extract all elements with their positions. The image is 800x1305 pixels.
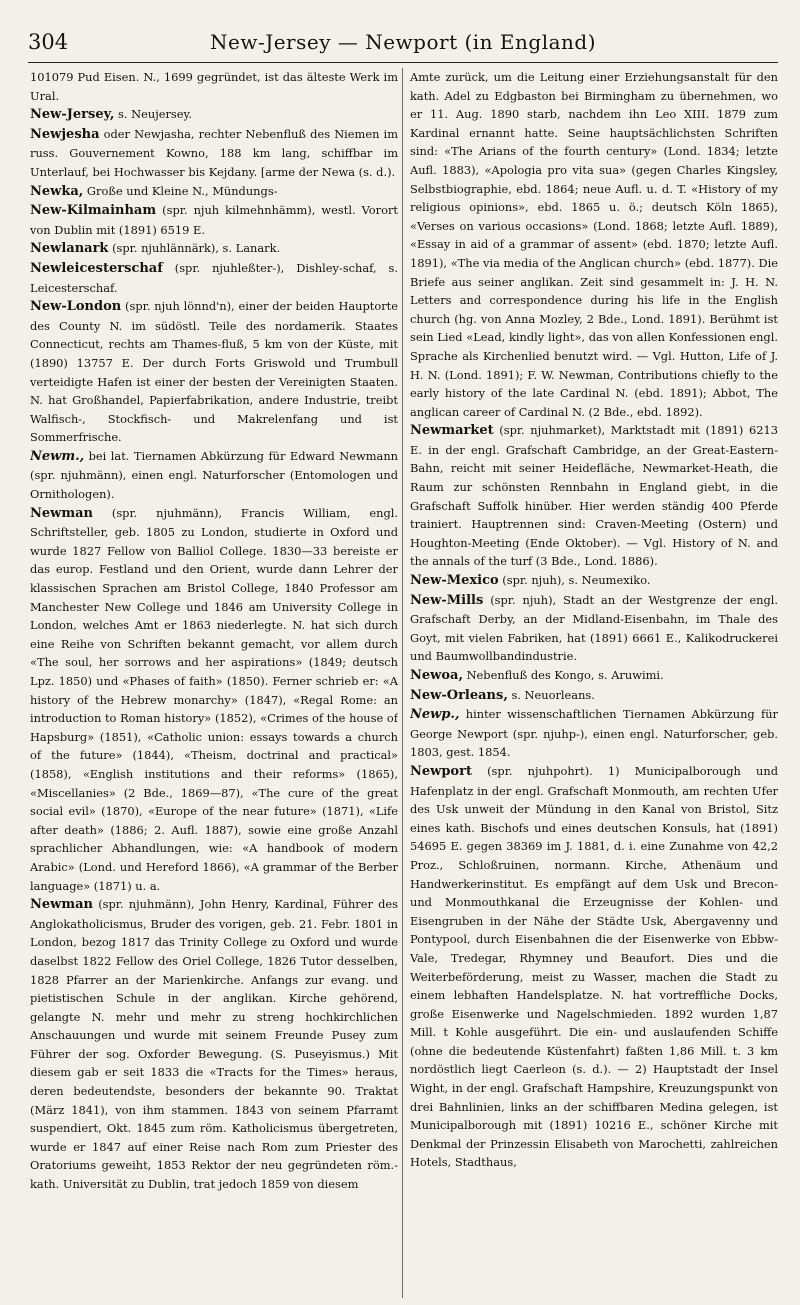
dictionary-entry [30, 125, 398, 182]
entry-headword: Newman [30, 505, 93, 521]
entry-headword: New-Mills [410, 592, 484, 608]
entry-headword: New-Kilmainham [30, 203, 157, 219]
entry-text: (spr. njuhlännärk), s. Lanark. [108, 241, 281, 256]
dictionary-entry [30, 297, 398, 447]
entry-text: 101079 Pud Eisen. N., 1699 gegründet, ist das älteste Werk im Ural. [30, 70, 398, 103]
entry-headword: Newoa, [410, 668, 463, 683]
entry-text: (spr. njuh kilmehnhämm), westl. Vorort von Dublin mit (1891) 6519 E. [30, 203, 398, 237]
dictionary-entry [30, 504, 398, 895]
entry-headword: Newjesha [30, 126, 100, 142]
entry-headword: New-Jersey, [30, 107, 115, 123]
dictionary-entry [30, 201, 398, 239]
entry-text: hinter wissenschaftlichen Tiernamen Abkürzung für George Newport (spr. njuhp-), einen engl. Naturforscher, geb. 1803, gest. 1854. [410, 707, 778, 760]
entry-text: s. Neujersey. [114, 107, 193, 122]
entry-text: (spr. njuh lönnd'n), einer der beiden Hauptorte des County N. im südöstl. Teile des nordamerik. Staates Connecticut, rechts am Thames-fluß, 5 km von der Küste, mit (1890) 13757 E. Der durch Forts Griswold und Trumbull verteidigte Hafen ist einer der besten der Vereinigten Staaten. N. hat Großhandel, Papierfabrikation, andere Industrie, treibt Walfisch-, Stockfisch- und Makrelenfang und ist Sommerfrische. [30, 299, 398, 445]
page-number: 304 [28, 30, 69, 54]
header-rule [28, 62, 778, 63]
entry-text: s. Neuorleans. [507, 687, 595, 702]
entry-headword: Newman [30, 897, 93, 913]
entry-text: (spr. njuh), s. Neumexiko. [498, 573, 651, 588]
dictionary-entry [30, 447, 398, 504]
entry-text: (spr. njuhmänn), John Henry, Kardinal, Führer des Anglokatholicismus, Bruder des vorigen, geb. 21. Febr. 1801 in London, bezog 1817 das Trinity College zu Oxford und wurde daselbst 1822 Fellow des Oriel College, 1826 Tutor desselben, 1828 Pfarrer an der Marienkirche. Anfangs zur evang. und pietistischen Schule in der anglikan. Kirche gehörend, gelangte N. mehr und mehr zu streng hochkirchlichen Anschauungen und wurde mit seinem Freunde Pusey zum Führer der sog. Oxforder Bewegung. (S. Puseyismus.) Mit diesem gab er seit 1833 die «Tracts for the Times» heraus, deren bedeutendste, besonders der bekannte 90. Traktat (März 1841), von ihm stammen. 1843 von seinem Pfarramt suspendiert, Okt. 1845 zum röm. Katholicismus übergetreten, wurde er 1847 auf einer Reise nach Rom zum Priester des Oratoriums geweiht, 1853 Rektor der neu gegründeten röm.-kath. Universität zu Dublin, trat jedoch 1859 von diesem [30, 897, 398, 1192]
entry-text: (spr. njuh), Stadt an der Westgrenze der engl. Grafschaft Derby, an der Midland-Eisenbahn, im Thale des Goyt, mit vielen Fabriken, hat (1891) 6661 E., Kalikodruckerei und Baumwollbandindustrie. [410, 592, 778, 664]
entry-headword: Newleicesterschaf [30, 260, 163, 276]
dictionary-entry [410, 68, 778, 421]
dictionary-entry [410, 591, 778, 666]
entry-text: (spr. njuhmänn), Francis William, engl. Schriftsteller, geb. 1805 zu London, studierte in Oxford und wurde 1827 Fellow von Balliol College. 1830—33 bereiste er das europ. Festland und den Orient, wurde dann Lehrer der klassischen Sprachen am Bristol College, 1840 Professor am Manchester New College und 1846 am University College in London, welches Amt er 1863 niederlegte. N. hat sich durch eine Reihe von Schriften bekannt gemacht, vor allem durch «The soul, her sorrows and her aspirations» (1849; deutsch Lpz. 1850) und «Phases of faith» (1850). Ferner schrieb er: «A history of the Hebrew monarchy» (1847), «Regal Rome: an introduction to Roman history» (1852), «Crimes of the house of Hapsburg» (1851), «Catholic union: essays towards a church of the future» (1844), «Theism, doctrinal and practical» (1858), «English institutions and their reforms» (1865), «Miscellanies» (2 Bde., 1869—87), «The cure of the great social evil» (1870), «Europe of the near future» (1871), «Life after death» (1886; 2. Aufl. 1887), sowie eine große Anzahl sprachlicher Abhandlungen, wie: «A handbook of modern Arabic» (Lond. und Hereford 1866), «A grammar of the Berber language» (1871) u. a. [30, 505, 398, 893]
entry-text: (spr. njuhmarket), Marktstadt mit (1891) 6213 E. in der engl. Grafschaft Cambridge, an der Great-Eastern-Bahn, reicht mit seiner Heidefläche, Newmarket-Heath, die Raum zur schönsten Rennbahn in England giebt, in die Grafschaft Suffolk hinüber. Hier werden ständig 400 Pferde trainiert. Hauptrennen sind: Craven-Meeting (Ostern) und Houghton-Meeting (Ende Oktober). — Vgl. History of N. and the annals of the turf (3 Bde., Lond. 1886). [410, 423, 778, 569]
entry-headword: New-London [30, 299, 122, 315]
entry-text: (spr. njuhpohrt). 1) Municipalborough und Hafenplatz in der engl. Grafschaft Monmouth, am rechten Ufer des Usk unweit der Mündung in den Kanal von Bristol, Sitz eines kath. Bischofs und eines deutschen Konsuls, hat (1891) 54695 E. gegen 38369 im J. 1881, d. i. eine Zunahme von 42,2 Proz., Schloßruinen, normann. Kirche, Athenäum und Handwerkerinstitut. Es empfängt auf dem Usk und Brecon- und Monmouthkanal die Erzeugnisse der Kohlen- und Eisengruben in der Nähe der Städte Usk, Abergavenny und Pontypool, durch Eisenbahnen die der Eisenwerke von Ebbw-Vale, Tredegar, Rhymney und Beaufort. Dies und die Weiterbeförderung, meist zu Wasser, machen die Stadt zu einem lebhaften Handelsplatze. N. hat vortreffliche Docks, große Eisenwerke und Nagelschmieden. 1892 wurden 1,87 Mill. t Kohle ausgeführt. Die ein- und auslaufenden Schiffe (ohne die bedeutende Küstenfahrt) faßten 1,86 Mill. t. 3 km nordöstlich liegt Caerleon (s. d.). — 2) Hauptstadt der Insel Wight, in der engl. Grafschaft Hampshire, Kreuzungspunkt von drei Bahnlinien, links an der schiffbaren Medina gelegen, ist Municipalborough mit (1891) 10216 E., schöner Kirche mit Denkmal der Prinzessin Elisabeth von Marochetti, zahlreichen Hotels, Stadthaus, [410, 763, 778, 1170]
entry-headword: Newp., [410, 707, 460, 723]
dictionary-entry [410, 762, 778, 1172]
dictionary-entry [410, 571, 778, 591]
right-column [410, 68, 778, 1296]
dictionary-entry [410, 421, 778, 571]
dictionary-entry [30, 105, 398, 125]
entry-headword: Newka, [30, 183, 84, 199]
entry-text: Nebenfluß des Kongo, s. Aruwimi. [462, 668, 664, 682]
dictionary-entry [30, 895, 398, 1194]
column-divider [402, 68, 403, 1298]
dictionary-entry [410, 686, 778, 706]
entry-headword: Newmarket [410, 423, 494, 439]
entry-headword: New-Mexico [410, 573, 499, 589]
dictionary-entry [30, 68, 398, 105]
left-column [30, 68, 398, 1296]
page-header [28, 26, 778, 58]
running-head: New-Jersey — Newport (in England) [209, 30, 597, 54]
entry-headword: Newport [410, 763, 472, 779]
entry-text: bei lat. Tiernamen Abkürzung für Edward Newmann (spr. njuhmänn), einen engl. Naturforscher (Entomologen und Ornithologen). [30, 448, 398, 502]
entry-text: oder Newjasha, rechter Nebenfluß des Niemen im russ. Gouvernement Kowno, 188 km lang, schiffbar im Unterlauf, bei Hochwasser bis Kejdany. [arme der Newa (s. d.). [30, 126, 398, 179]
dictionary-entry [410, 666, 778, 686]
dictionary-entry [410, 705, 778, 762]
dictionary-entry [30, 259, 398, 297]
entry-text: Amte zurück, um die Leitung einer Erziehungsanstalt für den kath. Adel zu Edgbaston bei Birmingham zu übernehmen, wo er 11. Aug. 1890 starb, nachdem ihn Leo XIII. 1879 zum Kardinal ernannt hatte. Seine hauptsächlichsten Schriften sind: «The Arians of the fourth century» (Lond. 1834; letzte Aufl. 1883), «Apologia pro vita sua» (gegen Charles Kingsley, Selbstbiographie, ebd. 1864; neue Aufl. u. d. T. «History of my religious opinions», ebd. 1865 u. ö.; deutsch Köln 1865), «Verses on various occasions» (Lond. 1868; letzte Aufl. 1889), «Essay in aid of a grammar of assent» (ebd. 1870; letzte Aufl. 1891), «The via media of the Anglican church» (ebd. 1877). Die Briefe aus seiner anglikan. Zeit sind gesammelt in: J. H. N. Letters and correspondence during his life in the English church (hg. von Anna Mozley, 2 Bde., Lond. 1891). Berühmt ist sein Lied «Lead, kindly light», das von allen Konfessionen engl. Sprache als Kirchenlied benutzt wird. — Vgl. Hutton, Life of J. H. N. (Lond. 1891); F. W. Newman, Contributions chiefly to the early history of the late Cardinal N. (ebd. 1891); Abbot, The anglican career of Cardinal N. (2 Bde., ebd. 1892). [410, 70, 778, 419]
entry-headword: Newm., [30, 448, 85, 464]
dictionary-entry [30, 182, 398, 202]
entry-headword: New-Orleans, [410, 687, 508, 703]
entry-headword: Newlanark [30, 241, 109, 257]
entry-text: (spr. njuhleßter-), Dishley-schaf, s. Leicesterschaf. [30, 260, 398, 295]
entry-text: Große und Kleine N., Mündungs- [83, 183, 278, 198]
dictionary-entry [30, 239, 398, 259]
